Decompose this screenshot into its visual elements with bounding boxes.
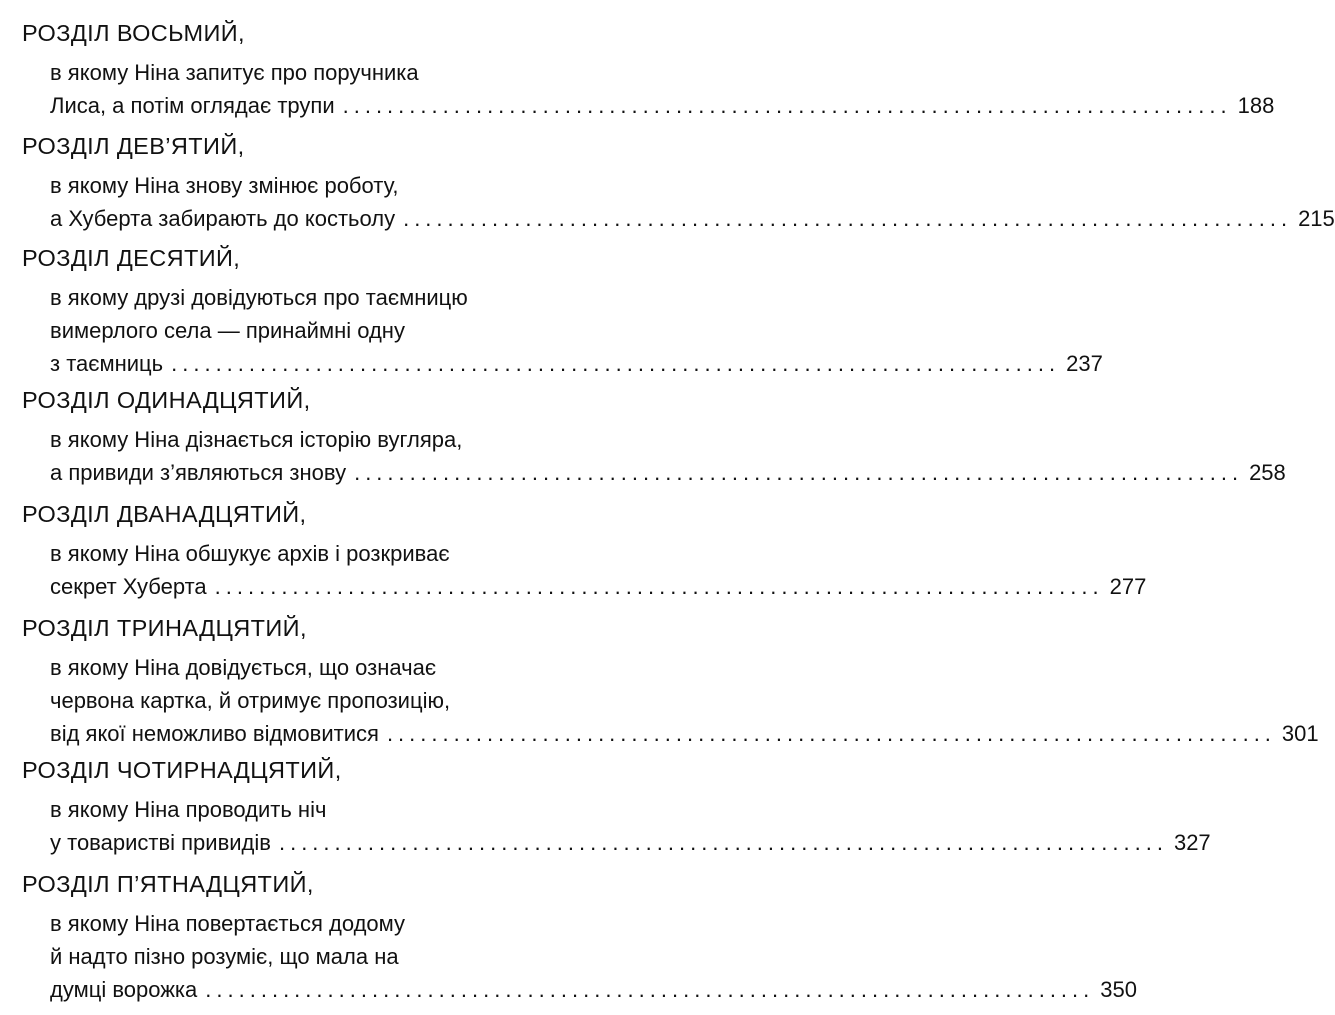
dot-leader: ................................................................................: [342, 93, 1232, 118]
description-text: червона картка, й отримує пропозицію,: [50, 688, 451, 713]
chapter-heading: РОЗДІЛ ОДИНАДЦЯТИЙ,: [22, 387, 311, 413]
description-text: й надто пізно розуміє, що мала на: [50, 944, 399, 969]
description-text: вимерлого села — принаймні одну: [50, 318, 405, 343]
chapter-description-line: [50, 283, 576, 313]
page-number: 258: [1249, 460, 1286, 485]
chapter-heading: РОЗДІЛ ВОСЬМИЙ,: [22, 20, 245, 46]
description-text: а Хуберта забирають до костьолу: [50, 206, 396, 231]
chapter-description-line: [50, 653, 576, 683]
page-number: 350: [1100, 977, 1137, 1002]
chapter-heading: РОЗДІЛ ДЕВ’ЯТИЙ,: [22, 133, 245, 159]
chapter-description-line: [50, 349, 1103, 379]
description-text: секрет Хуберта: [50, 574, 207, 599]
description-text: від якої неможливо відмовитися: [50, 721, 379, 746]
description-text: в якому друзі довідуються про таємницю: [50, 285, 468, 310]
chapter-heading: РОЗДІЛ П’ЯТНАДЦЯТИЙ,: [22, 871, 314, 897]
page-number: 277: [1109, 574, 1147, 599]
description-text: з таємниць: [50, 351, 164, 376]
dot-leader: ................................................................................: [354, 460, 1244, 485]
description-text: в якому Ніна обшукує архів і розкриває: [50, 541, 450, 566]
chapter-description-line: [50, 316, 576, 346]
chapter-description-line: [50, 458, 1286, 488]
description-text: думці ворожка: [50, 977, 198, 1002]
description-text: Лиса, а потім оглядає трупи: [50, 93, 335, 118]
dot-leader: ................................................................................: [386, 721, 1276, 746]
page-number: 237: [1066, 351, 1103, 376]
dot-leader: ................................................................................: [171, 351, 1061, 376]
dot-leader: ................................................................................: [403, 206, 1293, 231]
chapter-description-line: [50, 539, 576, 569]
chapter-description-line: [50, 795, 576, 825]
page-number: 301: [1281, 721, 1319, 746]
chapter-heading: РОЗДІЛ ТРИНАДЦЯТИЙ,: [22, 615, 307, 641]
chapter-description-line: [50, 719, 1319, 749]
chapter-description-line: [50, 171, 576, 201]
chapter-description-line: [50, 91, 1275, 121]
chapter-description-line: [50, 425, 576, 455]
chapter-description-line: [50, 909, 576, 939]
chapter-heading: РОЗДІЛ ДЕСЯТИЙ,: [22, 245, 241, 271]
chapter-description-line: [50, 204, 1335, 234]
description-text: а привиди з’являються знову: [50, 460, 347, 485]
chapter-description-line: [50, 942, 576, 972]
page-number: 188: [1237, 93, 1275, 118]
page-number: 215: [1298, 206, 1335, 231]
chapter-description-line: [50, 58, 576, 88]
chapter-description-line: [50, 572, 1147, 602]
description-text: в якому Ніна запитує про поручника: [50, 60, 419, 85]
chapter-description-line: [50, 975, 1137, 1005]
dot-leader: ................................................................................: [214, 574, 1104, 599]
chapter-description-line: [50, 686, 576, 716]
dot-leader: ................................................................................: [205, 977, 1095, 1002]
description-text: в якому Ніна проводить ніч: [50, 797, 327, 822]
chapter-heading: РОЗДІЛ ДВАНАДЦЯТИЙ,: [22, 501, 307, 527]
chapter-description-line: [50, 828, 1211, 858]
description-text: в якому Ніна повертається додому: [50, 911, 406, 936]
chapter-heading: РОЗДІЛ ЧОТИРНАДЦЯТИЙ,: [22, 757, 342, 783]
description-text: в якому Ніна знову змінює роботу,: [50, 173, 399, 198]
page-number: 327: [1173, 830, 1211, 855]
dot-leader: ................................................................................: [278, 830, 1168, 855]
description-text: в якому Ніна дізнається історію вугляра,: [50, 427, 463, 452]
description-text: у товаристві привидів: [50, 830, 271, 855]
description-text: в якому Ніна довідується, що означає: [50, 655, 437, 680]
